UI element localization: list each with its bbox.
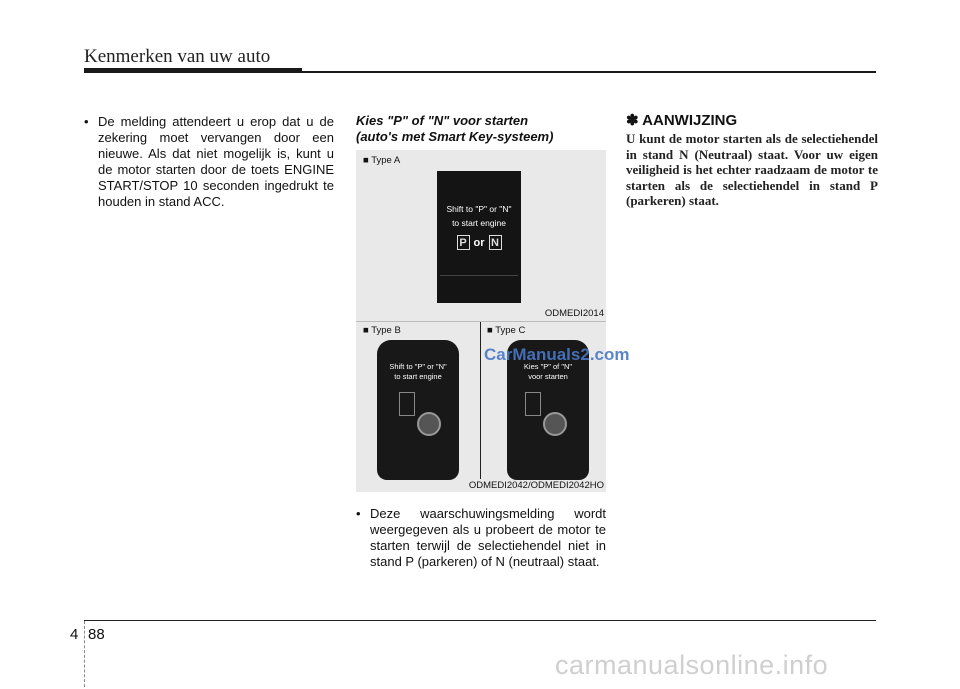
gear-or-text: or [473,236,485,249]
middle-column-body [356,506,606,570]
gear-lever-icon [399,392,415,416]
page-number: 88 [88,626,105,643]
left-bullet [84,114,334,210]
figure-divider-horizontal [356,321,606,322]
bullet-dot: • [356,506,361,521]
note-body: U kunt de motor starten als de selectiehendel in stand N (Neutraal) staat. Voor uw eigen veiligheid is het echter raadzaam de motor te starten als de selectiehendel in stand P (parkeren) staat. [626,131,878,208]
page-header-title: Kenmerken van uw auto [84,46,271,67]
gear-n-icon: N [489,235,502,250]
header-rule [84,71,876,73]
start-button-icon [417,412,441,436]
warning-display-figure [356,150,606,492]
figure-code-bottom: ODMEDI2042/ODMEDI2042HO [468,480,604,491]
screen-b-line2: to start engine [394,372,442,381]
note-heading: ✽ AANWIJZING [626,112,738,129]
middle-column-heading [356,113,606,145]
screen-a-line1: Shift to "P" or "N" [446,204,512,214]
gear-p-icon: P [457,235,470,250]
left-bullet-text: De melding attendeert u erop dat u de zekering moet vervangen door een nieuwe. Als dat niet mogelijk is, kunt u de motor starten door de toets ENGINE START/STOP 10 seconden ingedrukt te houden in stand ACC. [98,114,334,209]
start-button-icon [543,412,567,436]
figure-code-top: ODMEDI2014 [544,308,604,319]
type-a-screen [437,171,521,303]
carmanuals-watermark: CarManuals2.com [484,345,630,364]
screen-b-line1: Shift to "P" or "N" [389,362,447,371]
site-watermark: carmanualsonline.info [555,650,829,680]
type-b-label: ■ Type B [363,325,401,336]
type-a-label: ■ Type A [363,155,401,166]
left-column [84,114,334,210]
gear-indicator-row [437,235,521,250]
figure-divider-vertical [480,322,481,479]
gear-lever-icon [525,392,541,416]
screen-a-divider [440,275,518,276]
chapter-number: 4 [70,626,79,643]
type-c-label: ■ Type C [487,325,526,336]
screen-c-line1: Kies "P" of "N" [523,362,573,371]
section-heading-line1: Kies "P" of "N" voor starten [356,113,529,128]
bullet-dot: • [84,114,89,129]
middle-bullet [356,506,606,570]
screen-c-line2: voor starten [528,372,568,381]
footer-rule [84,620,876,621]
middle-bullet-text: Deze waarschuwingsmelding wordt weergegeven als u probeert de motor te starten terwijl de selectiehendel niet in stand P (parkeren) of N (neutraal) staat. [370,506,606,569]
footer-divider [84,621,85,687]
type-b-panel [377,340,459,480]
section-heading-line2: (auto's met Smart Key-systeem) [356,129,554,144]
screen-a-line2: to start engine [452,218,506,228]
